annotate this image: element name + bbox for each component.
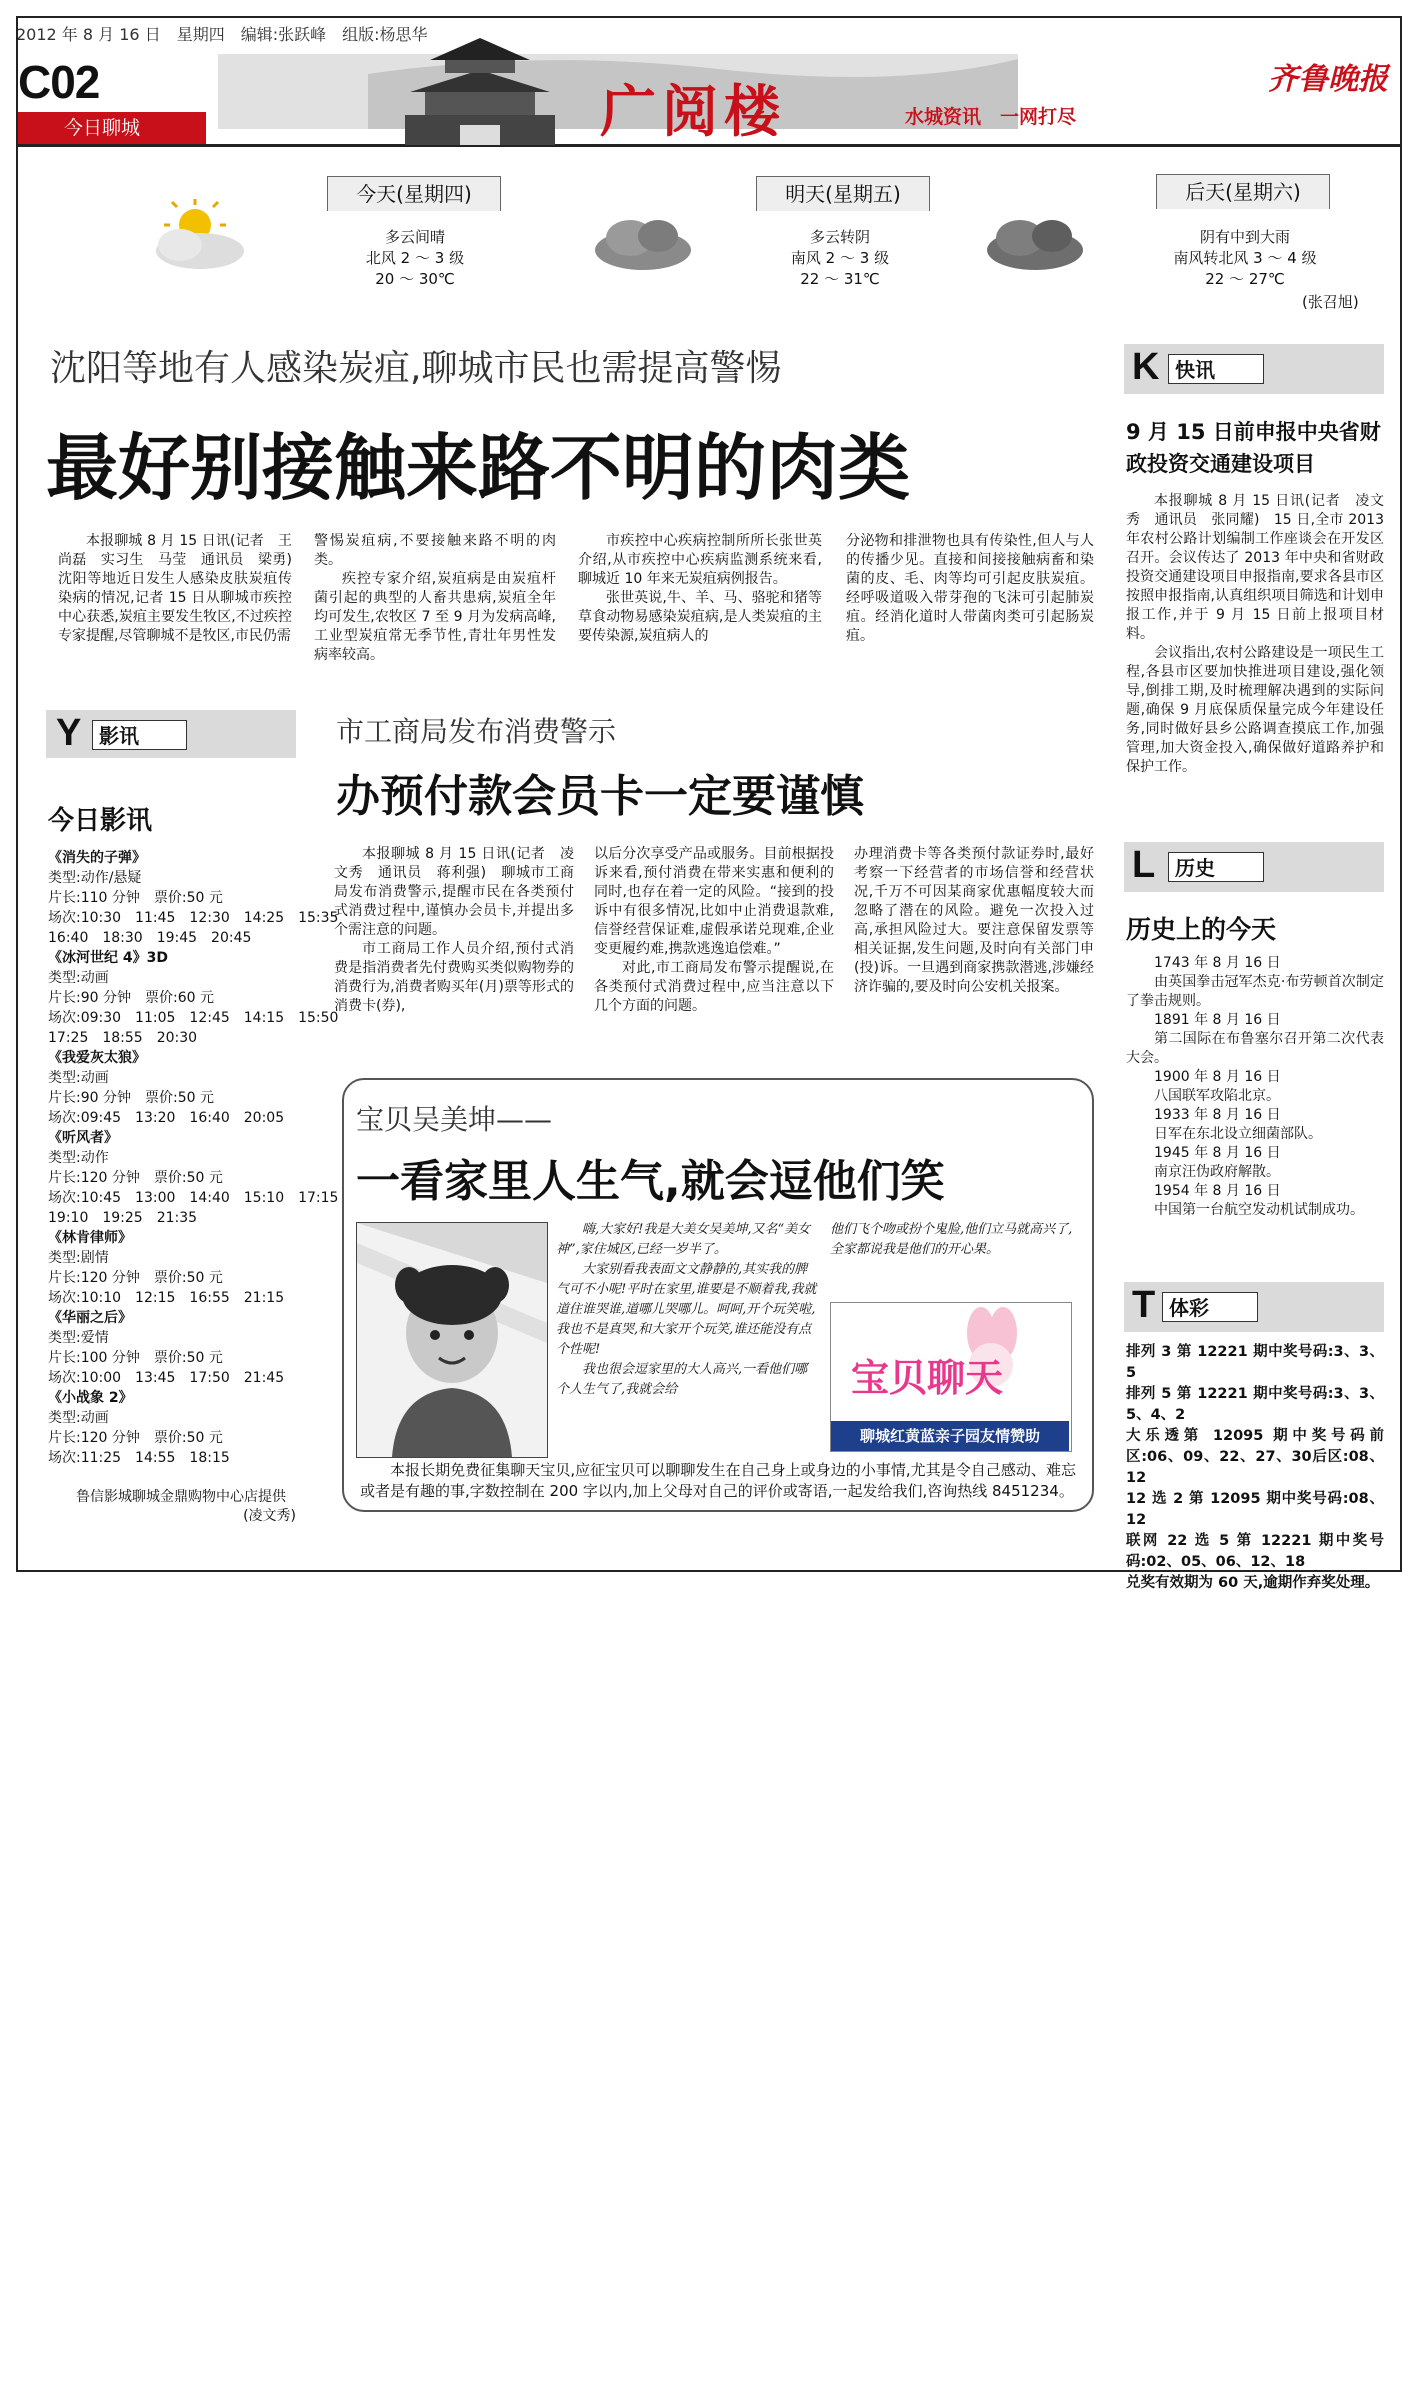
consumer-subhead: 市工商局发布消费警示 (336, 715, 617, 748)
weather-wind: 南风 2 ～ 3 级 (790, 249, 890, 267)
credit-author: (凌文秀) (243, 1508, 296, 1524)
consumer-col-1 (334, 845, 574, 1016)
baby-headline: 一看家里人生气,就会逗他们笑 (356, 1156, 945, 1207)
paragraph: 对此,市工商局发布警示提醒说,在各类预付式消费过程中,应当注意以下几个方面的问题。 (594, 960, 834, 1014)
movie-list-line: 16:40 18:30 19:45 20:45 (48, 930, 252, 946)
movie-list-line: 类型:剧情 (48, 1250, 109, 1266)
movie-list (48, 848, 339, 1468)
kuaixun-title: 9 月 15 日前申报中央省财政投资交通建设项目 (1126, 420, 1381, 476)
baby-photo (356, 1222, 548, 1458)
sponsor-label: 聊城红黄蓝亲子园友情赞助 (831, 1421, 1069, 1451)
newspaper-masthead: 齐鲁晚报 (1268, 62, 1388, 97)
weather-tab-day-after: 后天(星期六) (1156, 174, 1330, 209)
movie-list-line: 场次:09:30 11:05 12:45 14:15 15:50 (48, 1010, 339, 1026)
history-event: 中国第一台航空发动机试制成功。 (1154, 1202, 1364, 1218)
consumer-col-2 (594, 845, 834, 1016)
section-name: 体彩 (1162, 1292, 1258, 1322)
movie-list-line: 片长:90 分钟 票价:50 元 (48, 1090, 214, 1106)
sponsor-logo-box (830, 1302, 1072, 1452)
movie-list-line: 《小战象 2》 (48, 1390, 133, 1406)
section-tag: 今日聊城 (18, 112, 206, 144)
weather-tab-today: 今天(星期四) (327, 176, 501, 211)
lottery-line: 12 选 2 第 12095 期中奖号码:08、12 (1126, 1491, 1384, 1528)
movie-list-line: 《华丽之后》 (48, 1310, 132, 1326)
history-date: 1743 年 8 月 16 日 (1154, 955, 1281, 971)
movie-list-line: 场次:09:45 13:20 16:40 20:05 (48, 1110, 285, 1126)
weather-temp: 20 ～ 30℃ (375, 270, 455, 288)
history-date: 1933 年 8 月 16 日 (1154, 1107, 1281, 1123)
baby-photo-image (357, 1223, 547, 1457)
lead-headline: 最好别接触来路不明的肉类 (46, 426, 911, 510)
section-letter: L (1132, 844, 1156, 886)
baby-text-2 (830, 1220, 1080, 1260)
section-name: 影讯 (92, 720, 187, 750)
movie-list-line: 场次:11:25 14:55 18:15 (48, 1450, 230, 1466)
baby-notice (360, 1460, 1076, 1502)
movie-list-line: 类型:动画 (48, 970, 109, 986)
section-name: 快讯 (1168, 354, 1264, 384)
weather-day-after (1150, 227, 1340, 290)
banner-title: 广阅楼 (600, 79, 786, 145)
movie-list-line: 片长:120 分钟 票价:50 元 (48, 1170, 223, 1186)
lottery-list (1126, 1342, 1384, 1594)
section-letter: Y (56, 712, 82, 754)
paragraph: 会议指出,农村公路建设是一项民生工程,各县市区要加快推进项目建设,强化领导,倒排工期,及时梳理解决遇到的实际问题,确保 9 月底保质保量完成今年建设任务,同时做好县乡公路调查摸底工作,加强管理,加大资金投入,确保做好道路养护和保护工作。 (1126, 645, 1384, 775)
paragraph: 嗨,大家好!我是大美女吴美坤,又名“美女神”,家住城区,已经一岁半了。 (556, 1222, 811, 1257)
movie-list-line: 《听风者》 (48, 1130, 118, 1146)
paragraph: 疾控专家介绍,炭疽病是由炭疽杆菌引起的典型的人畜共患病,炭疽全年均可发生,农牧区 7 至 9 月为发病高峰,工业型炭疽常无季节性,青壮年男性发病率较高。 (314, 571, 556, 663)
paragraph: 分泌物和排泄物也具有传染性,但人与人的传播少见。直接和间接接触病畜和染菌的皮、毛、肉等均可引起皮肤炭疽。经呼吸道吸入带芽孢的飞沫可引起肺炭疽。经消化道时人带菌肉类可引起肠炭疽。 (846, 533, 1094, 644)
movie-list-line: 类型:动画 (48, 1410, 109, 1426)
lead-subhead: 沈阳等地有人感染炭疽,聊城市民也需提高警惕 (50, 348, 782, 389)
movie-list-line: 场次:10:00 13:45 17:50 21:45 (48, 1370, 285, 1386)
movie-list-line: 类型:动作/悬疑 (48, 870, 142, 886)
paragraph: 市工商局工作人员介绍,预付式消费是指消费者先付费购买类似购物券的消费行为,消费者购买年(月)票等形式的消费卡(券), (334, 941, 574, 1014)
movie-list-line: 17:25 18:55 20:30 (48, 1030, 198, 1046)
weather-temp: 22 ～ 31℃ (800, 270, 880, 288)
paragraph: 张世英说,牛、羊、马、骆驼和猪等草食动物易感染炭疽病,是人类炭疽的主要传染源,炭疽病人的 (578, 590, 822, 644)
movies-credit (48, 1488, 296, 1526)
kuaixun-body (1126, 492, 1384, 777)
baby-text-1 (556, 1220, 820, 1400)
movie-list-line: 片长:90 分钟 票价:60 元 (48, 990, 214, 1006)
lottery-line: 兑奖有效期为 60 天,逾期作弃奖处理。 (1126, 1575, 1380, 1591)
movie-list-line: 19:10 19:25 21:35 (48, 1210, 198, 1226)
paragraph: 他们飞个吻或扮个鬼脸,他们立马就高兴了,全家都说我是他们的开心果。 (830, 1222, 1073, 1257)
movie-list-line: 场次:10:45 13:00 14:40 15:10 17:15 (48, 1190, 339, 1206)
history-date: 1891 年 8 月 16 日 (1154, 1012, 1281, 1028)
weather-desc: 多云间晴 (384, 228, 445, 246)
baby-chat-logo (831, 1303, 1071, 1421)
section-name: 历史 (1168, 852, 1264, 882)
paragraph: 警惕炭疽病,不要接触来路不明的肉类。 (314, 533, 556, 568)
paragraph: 大家别看我表面文文静静的,其实我的脾气可不小呢!平时在家里,谁要是不顺着我,我就道住谁哭谁,道哪儿哭哪儿。呵呵,开个玩笑啦,我也不是真哭,和大家开个玩笑,谁还能没有点个性呢! (556, 1262, 817, 1357)
movie-list-line: 《消失的子弹》 (48, 850, 146, 866)
paragraph: 以后分次享受产品或服务。目前根据投诉来看,预付消费在带来实惠和便利的同时,也存在着一定的风险。“接到的投诉中有很多情况,比如中止消费退款难,信誉经营保证难,虚假承诺兑现难,企业变更履约难,携款逃逸追偿难。” (594, 846, 834, 957)
lead-col-4 (846, 532, 1094, 646)
lottery-line: 排列 3 第 12221 期中奖号码:3、3、5 (1126, 1344, 1384, 1381)
section-letter: T (1132, 1284, 1156, 1326)
movie-list-line: 片长:110 分钟 票价:50 元 (48, 890, 223, 906)
weather-desc: 阴有中到大雨 (1199, 228, 1290, 246)
paragraph: 市疾控中心疾病控制所所长张世英介绍,从市疾控中心疾病监测系统来看,聊城近 10 年来无炭疽病例报告。 (578, 533, 822, 587)
paragraph: 办理消费卡等各类预付款证券时,最好考察一下经营者的市场信誉和经营状况,千万不可因某商家优惠幅度较大而忽略了潜在的风险。避免一次投入过高,承担风险过大。要注意保留发票等相关证据,发生问题,及时向有关部门申(投)诉。一旦遇到商家携款潜逃,涉嫌经济诈骗的,要及时向公安机关报案。 (854, 846, 1094, 995)
history-event: 第二国际在布鲁塞尔召开第二次代表大会。 (1126, 1031, 1384, 1066)
movie-list-line: 《林肯律师》 (48, 1230, 132, 1246)
consumer-headline: 办预付款会员卡一定要谨慎 (336, 771, 864, 822)
movie-list-line: 场次:10:10 12:15 16:55 21:15 (48, 1290, 285, 1306)
lottery-line: 大乐透第 12095 期中奖号码前区:06、09、22、27、30后区:08、12 (1126, 1428, 1384, 1486)
cloudy-icon (588, 210, 698, 275)
movie-list-line: 类型:爱情 (48, 1330, 109, 1346)
weather-today (330, 227, 500, 290)
lottery-line: 排列 5 第 12221 期中奖号码:3、3、5、4、2 (1126, 1386, 1384, 1423)
history-date: 1945 年 8 月 16 日 (1154, 1145, 1281, 1161)
movie-list-line: 类型:动画 (48, 1070, 109, 1086)
paragraph: 本报聊城 8 月 15 日讯(记者 凌文秀 通讯员 蒋利强) 聊城市工商局发布消费警示,提醒市民在各类预付式消费过程中,谨慎办会员卡,并提出多个需注意的问题。 (334, 846, 574, 938)
weather-desc: 多云转阴 (809, 228, 870, 246)
paragraph: 我也很会逗家里的大人高兴,一看他们哪个人生气了,我就会给 (556, 1362, 808, 1397)
history-event: 南京汪伪政府解散。 (1154, 1164, 1280, 1180)
paragraph: 本报聊城 8 月 15 日讯(记者 凌文秀 通讯员 张同耀) 15 日,全市 2013 年农村公路计划编制工作座谈会在开发区召开。会议传达了 2013 年中央和省财政投资交通建设项目申报指南,要求各县市区按照申报指南,认真组织项目筛选和计划申报工作,并于 9 月 15 日前上报项目材料。 (1126, 493, 1384, 642)
movie-list-line: 《我爱灰太狼》 (48, 1050, 146, 1066)
logo-wordmark: 宝贝聊天 (851, 1356, 1004, 1400)
lishi-title: 历史上的今天 (1126, 915, 1277, 944)
history-event: 由英国拳击冠军杰克·布劳顿首次制定了拳击规则。 (1126, 974, 1384, 1009)
lead-col-1 (58, 532, 306, 646)
credit-text: 鲁信影城聊城金鼎购物中心店提供 (76, 1489, 286, 1505)
history-date: 1900 年 8 月 16 日 (1154, 1069, 1281, 1085)
history-event: 日军在东北设立细菌部队。 (1154, 1126, 1322, 1142)
overcast-icon (980, 210, 1090, 275)
pagoda-illustration (395, 30, 565, 145)
consumer-col-3 (854, 845, 1094, 997)
movie-list-line: 场次:10:30 11:45 12:30 14:25 15:35 (48, 910, 339, 926)
weather-wind: 北风 2 ～ 3 级 (365, 249, 465, 267)
movie-list-line: 《冰河世纪 4》3D (48, 950, 168, 966)
section-letter: K (1132, 346, 1160, 388)
paragraph: 本报聊城 8 月 15 日讯(记者 王尚磊 实习生 马莹 通讯员 梁勇) 沈阳等地近日发生人感染皮肤炭疽传染病的情况,记者 15 日从聊城市疾控中心获悉,炭疽主要发生牧区,不过疾控专家提醒,尽管聊城不是牧区,市民仍需 (58, 533, 306, 644)
banner-slogan: 水城资讯 一网打尽 (905, 106, 1077, 128)
issue-meta: 2012 年 8 月 16 日 星期四 编辑:张跃峰 组版:杨思华 (16, 25, 428, 44)
movie-list-line: 片长:120 分钟 票价:50 元 (48, 1430, 223, 1446)
lottery-line: 联网 22 选 5 第 12221 期中奖号码:02、05、06、12、18 (1126, 1533, 1384, 1570)
weather-tab-tomorrow: 明天(星期五) (756, 176, 930, 211)
history-date: 1954 年 8 月 16 日 (1154, 1183, 1281, 1199)
weather-wind: 南风转北风 3 ～ 4 级 (1173, 249, 1317, 267)
sun-cloud-icon (140, 195, 255, 275)
lead-col-2 (314, 532, 556, 665)
weather-temp: 22 ～ 27℃ (1205, 270, 1285, 288)
weather-tomorrow (750, 227, 930, 290)
history-event: 八国联军攻陷北京。 (1154, 1088, 1280, 1104)
movie-list-line: 片长:120 分钟 票价:50 元 (48, 1270, 223, 1286)
history-list (1126, 954, 1384, 1220)
page-code: C02 (18, 56, 100, 108)
paragraph: 本报长期免费征集聊天宝贝,应征宝贝可以聊聊发生在自己身上或身边的小事情,尤其是令自己感动、难忘或者是有趣的事,字数控制在 200 字以内,加上父母对自己的评价或寄语,一起发给我们,咨询热线 8451234。 (360, 1461, 1076, 1500)
movie-list-line: 片长:100 分钟 票价:50 元 (48, 1350, 223, 1366)
movies-title: 今日影讯 (48, 806, 153, 836)
lead-col-3 (578, 532, 822, 646)
baby-subhead: 宝贝吴美坤—— (356, 1103, 553, 1136)
movie-list-line: 类型:动作 (48, 1150, 109, 1166)
weather-reporter: (张召旭) (1302, 293, 1359, 311)
